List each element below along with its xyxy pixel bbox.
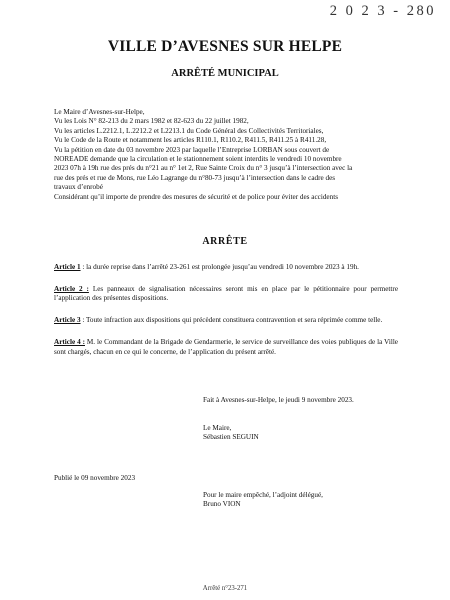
article-label: Article 2 :: [54, 284, 89, 293]
article-label: Article 3: [54, 316, 81, 325]
article-4: [54, 338, 398, 357]
footer-reference: Arrêté n°23-271: [202, 585, 248, 592]
article-text: M. le Commandant de la Brigade de Gendarmerie, le service de surveillance des voies publiques de la Ville sont chargés, chacun en ce qui le concerne, de l’application du présent arrêté.: [54, 337, 398, 356]
deputy-name: Bruno VION: [203, 500, 241, 509]
article-2: [54, 285, 398, 304]
preamble-line: Vu la pétition en date du 03 novembre 2023 par laquelle l’Entreprise LORBAN sous couvert de: [54, 145, 330, 154]
article-1: Article 1 : la durée reprise dans l’arrêté 23-261 est prolongée jusqu’au vendredi 10 novembre 2023 à 19h.: [54, 263, 359, 271]
city-title: VILLE D’AVESNES SUR HELPE: [107, 38, 343, 55]
article-text: la durée reprise dans l’arrêté 23-261 est prolongée jusqu’au vendredi 10 novembre 2023 à 19h.: [86, 263, 359, 271]
preamble-line: Vu les Lois N° 82-213 du 2 mars 1982 et 82-623 du 22 juillet 1982,: [54, 117, 249, 126]
publication-date: Publié le 09 novembre 2023: [54, 474, 136, 482]
mayor-title: Le Maire,: [203, 424, 232, 432]
preamble-line: travaux d’enrobé: [54, 183, 103, 192]
document-type: ARRÊTÉ MUNICIPAL: [171, 68, 279, 79]
articles: [54, 263, 398, 369]
preamble-line: Vu le Code de la Route et notamment les articles R110.1, R110.2, R411.5, R411.25 à R411.28,: [54, 136, 327, 145]
preamble-line: Vu les articles L.2212.1, L.2212.2 et L2213.1 du Code Général des Collectivités Territoriales,: [54, 126, 324, 135]
decree-heading: ARRÊTE: [202, 236, 248, 247]
preamble-line: rue des prés et rue de Mons, rue Léo Lagrange du n°80-73 jusqu’à l’intersection dans le cadre des: [54, 173, 336, 182]
mayor-name: Sébastien SEGUIN: [203, 433, 259, 442]
preamble-line: Le Maire d’Avesnes-sur-Helpe,: [54, 108, 145, 116]
preamble-line: Considérant qu’il importe de prendre des mesures de sécurité et de police pour éviter des accidents: [54, 192, 339, 201]
preamble-line: NOREADE demande que la circulation et le stationnement soient interdits le vendredi 10 novembre: [54, 155, 342, 164]
article-text: Toute infraction aux dispositions qui précèdent constituera contravention et sera réprimée comme telle.: [86, 316, 383, 325]
deputy-line: Pour le maire empêché, l’adjoint délégué,: [203, 491, 323, 499]
preamble: [54, 108, 404, 202]
mayor-signature: [203, 424, 259, 443]
done-at: Fait à Avesnes-sur-Helpe, le jeudi 9 novembre 2023.: [203, 396, 354, 404]
deputy-signature: [203, 491, 323, 510]
preamble-line: 2023 07h à 19h rue des prés du n°21 au n° 1et 2, Rue Sainte Croix du n° 3 jusqu’à l’intersection avec la: [54, 164, 353, 173]
article-text: Les panneaux de signalisation nécessaires seront mis en place par le pétitionnaire pour permettre l’application des présentes dispositions.: [54, 284, 399, 303]
article-label: Article 4 :: [54, 337, 85, 346]
article-label: Article 1: [54, 263, 81, 271]
reference-number: 2 0 2 3 - 280: [329, 3, 436, 19]
article-3: Article 3 : Toute infraction aux dispositions qui précèdent constituera contravention et sera réprimée comme telle.: [54, 316, 383, 325]
